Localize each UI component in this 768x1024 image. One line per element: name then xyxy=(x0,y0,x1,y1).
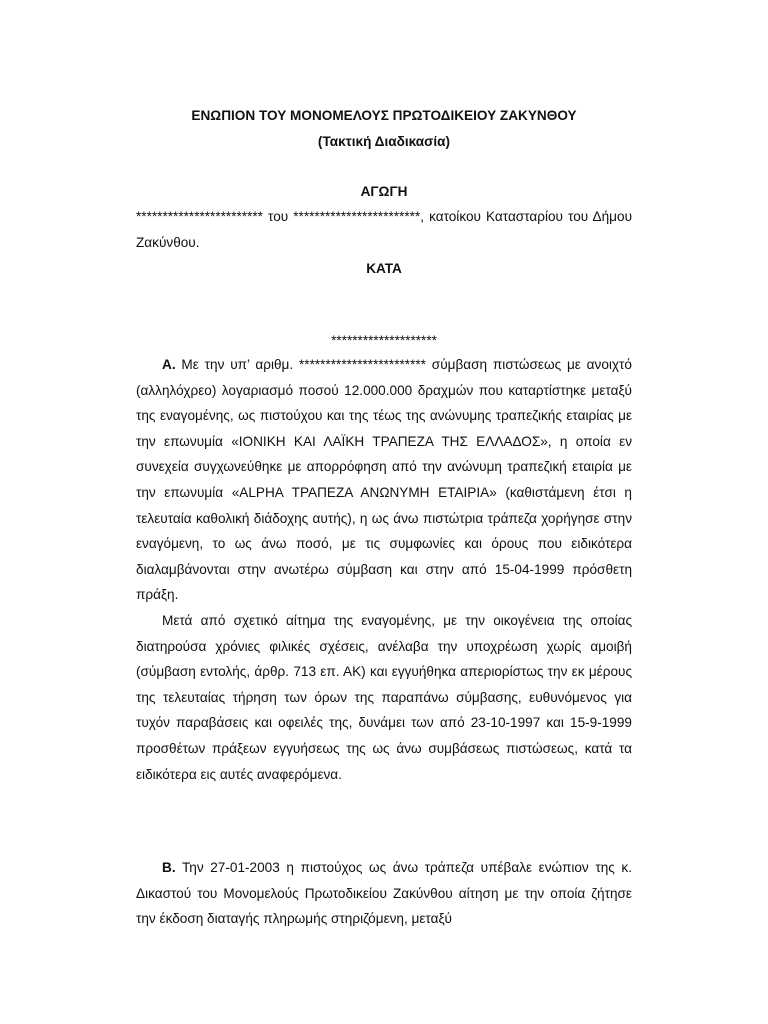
section-a-paragraph-1 xyxy=(136,352,632,608)
section-b-marker: Β. xyxy=(162,860,176,875)
section-a-marker: Α. xyxy=(162,357,176,372)
document-type-heading: ΑΓΩΓΗ xyxy=(360,184,408,199)
section-a-paragraph-2: Μετά από σχετικό αίτημα της εναγομένης, με την οικογένεια της οποίας διατηρούσα χρόνιες φιλικές σχέσεις, ανέλαβα την υποχρέωση χωρίς αμοιβή (σύμβαση εντολής, άρθρ. 713 επ. ΑΚ) και εγγυήθηκα απεριορίστως την εκ μέρους της τελευταίας τήρηση των όρων της παραπάνω σύμβασης, ευθυνόμενος για τυχόν παραβάσεις και οφειλές της, δυνάμει των από 23-10-1997 και 15-9-1999 προσθέτων πράξεων εγγυήσεως της ως άνω συμβάσεως πιστώσεως, κατά τα ειδικότερα εις αυτές αναφερόμενα. xyxy=(136,612,632,782)
section-b xyxy=(136,855,632,932)
section-b-paragraph-1 xyxy=(136,855,632,932)
court-title: ΕΝΩΠΙΟΝ ΤΟΥ ΜΟΝΟΜΕΛΟΥΣ ΠΡΩΤΟΔΙΚΕΙΟΥ ΖΑΚΥΝΘΟΥ xyxy=(191,108,577,123)
defendant-name: ******************** xyxy=(331,333,437,348)
section-b-paragraph-1-text: Την 27-01-2003 η πιστούχος ως άνω τράπεζα υπέβαλε ενώπιον της κ. Δικαστού του Μονομελούς Πρωτοδικείου Ζακύνθου αίτηση με την οποία ζήτησε την έκδοση διαταγής πληρωμής στηριζόμενη, μεταξύ xyxy=(136,860,632,927)
section-a-paragraph-1-text: Με την υπ’ αριθμ. ************************ σύμβαση πιστώσεως με ανοιχτό (αλληλόχρεο) λογαριασμό ποσού 12.000.000 δραχμών που καταρτίστηκε μεταξύ της εναγομένης, ως πιστούχου και της τέως της ανώνυμης τραπεζικής εταιρίας με την επωνυμία «ΙΟΝΙΚΗ ΚΑΙ ΛΑΪΚΗ ΤΡΑΠΕΖΑ ΤΗΣ ΕΛΛΑΔΟΣ», η οποία εν συνεχεία συγχωνεύθηκε με απορρόφηση από την ανώνυμη τραπεζική εταιρία με την επωνυμία «ALPHA ΤΡΑΠΕΖΑ ΑΝΩΝΥΜΗ ΕΤΑΙΡΙΑ» (καθιστάμενη έτσι η τελευταία καθολική διάδοχης αυτής), η ως άνω πιστώτρια τράπεζα χορήγησε στην εναγόμενη, το ως άνω ποσό, με τις συμφωνίες και όρους που ειδικότερα διαλαμβάνονται στην ανωτέρω σύμβαση και στην από 15-04-1999 πρόσθετη πράξη. xyxy=(136,357,632,603)
procedure-subtitle: (Τακτική Διαδικασία) xyxy=(317,134,451,149)
plaintiff-details: ************************ του ************************, κατοίκου Κατασταρίου του Δήμου Ζακύνθου. xyxy=(136,209,632,250)
against-heading: ΚΑΤΑ xyxy=(366,261,402,276)
section-a xyxy=(136,352,632,787)
